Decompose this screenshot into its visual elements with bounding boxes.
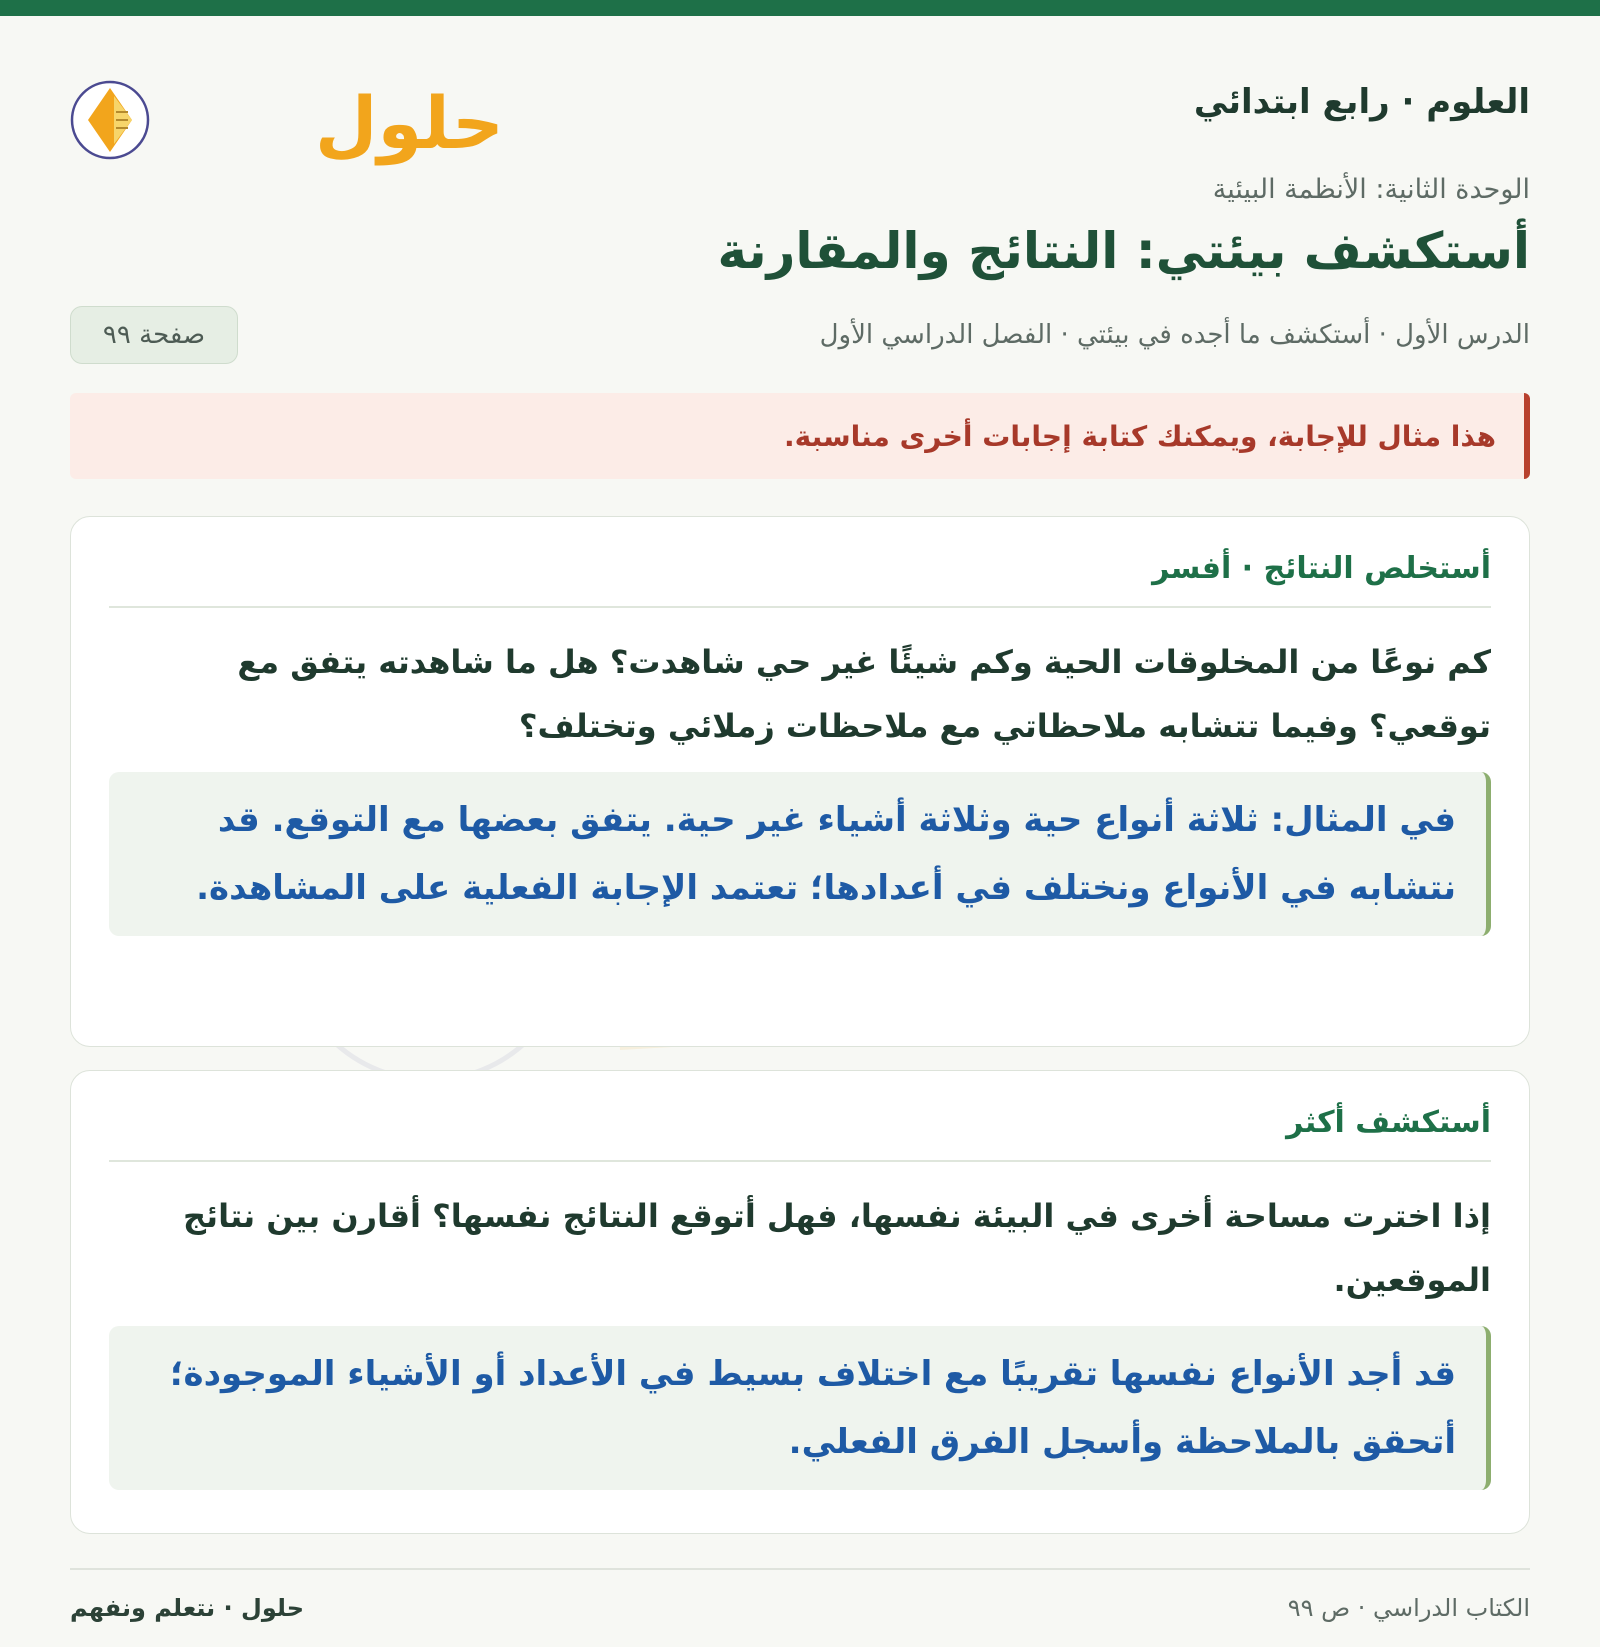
answer-box: قد أجد الأنواع نفسها تقريبًا مع اختلاف بسيط في الأعداد أو الأشياء الموجودة؛ أتحقق بالملاحظة وأسجل الفرق الفعلي. (109, 1326, 1491, 1490)
question-text: إذا اخترت مساحة أخرى في البيئة نفسها، فهل أتوقع النتائج نفسها؟ أقارن بين نتائج الموقعين. (182, 1197, 1491, 1299)
subject-grade: العلوم · رابع ابتدائي (1193, 82, 1530, 122)
question-card-explore-more (70, 1070, 1530, 1534)
footer-divider (70, 1568, 1530, 1570)
breadcrumb: الدرس الأول · أستكشف ما أجده في بيئتي · الفصل الدراسي الأول (819, 320, 1530, 350)
question-card-conclusions (70, 516, 1530, 1047)
page-title: أستكشف بيئتي: النتائج والمقارنة (717, 222, 1530, 280)
footer-brand[interactable]: حلول · نتعلم ونفهم (70, 1594, 304, 1622)
page-content (70, 16, 1530, 1647)
top-accent-bar (0, 0, 1600, 16)
logo-text: حلول (315, 81, 504, 165)
page-number-badge: صفحة ٩٩ (70, 306, 238, 364)
unit-label: الوحدة الثانية: الأنظمة البيئية (1212, 174, 1530, 205)
card-heading: أستخلص النتائج · أفسر (109, 517, 1491, 608)
site-logo[interactable] (70, 50, 504, 170)
footer-book-page: الكتاب الدراسي · ص ٩٩ (1287, 1594, 1530, 1622)
answer-box: في المثال: ثلاثة أنواع حية وثلاثة أشياء غير حية. يتفق بعضها مع التوقع. قد نتشابه في الأنواع ونختلف في أعدادها؛ تعتمد الإجابة الفعلية على المشاهدة. (109, 772, 1491, 936)
card-heading: أستكشف أكثر (109, 1071, 1491, 1162)
example-answer-note: هذا مثال للإجابة، ويمكنك كتابة إجابات أخرى مناسبة. (70, 393, 1530, 479)
question-text: كم نوعًا من المخلوقات الحية وكم شيئًا غير حي شاهدت؟ هل ما شاهدته يتفق مع توقعي؟ وفيما تتشابه ملاحظاتي مع ملاحظات زملائي وتختلف؟ (237, 643, 1491, 745)
